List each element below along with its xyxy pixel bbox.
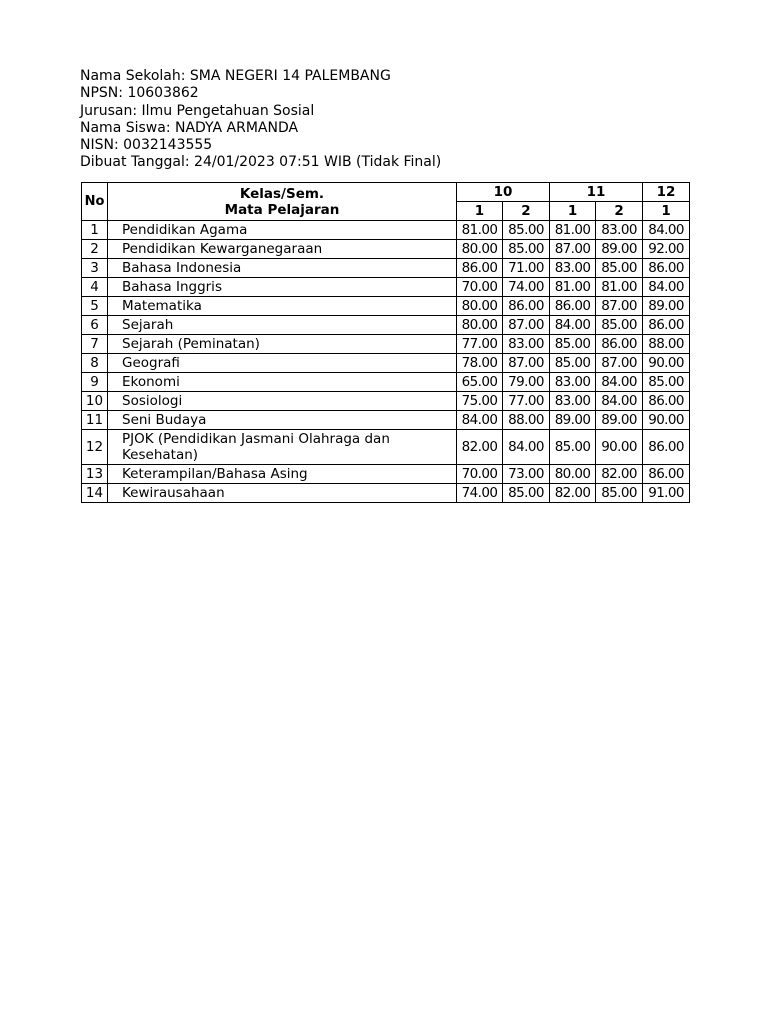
score-cell: 83.00 [503,335,550,354]
score-cell: 73.00 [503,465,550,484]
subject-name: Pendidikan Kewarganegaraan [108,240,457,259]
score-cell: 77.00 [457,335,503,354]
score-cell: 83.00 [550,392,596,411]
subject-name: Sejarah [108,316,457,335]
score-cell: 85.00 [503,240,550,259]
score-cell: 80.00 [550,465,596,484]
grades-body [82,221,690,503]
score-cell: 89.00 [643,297,690,316]
score-cell: 85.00 [503,484,550,503]
score-cell: 82.00 [550,484,596,503]
score-cell: 65.00 [457,373,503,392]
table-row [82,484,690,503]
row-number: 3 [82,259,108,278]
score-cell: 85.00 [596,316,643,335]
table-row [82,316,690,335]
score-cell: 80.00 [457,240,503,259]
score-cell: 86.00 [643,259,690,278]
class-12-header: 12 [643,183,690,202]
table-row [82,297,690,316]
semester-header: 2 [503,202,550,221]
score-cell: 75.00 [457,392,503,411]
score-cell: 79.00 [503,373,550,392]
header-row-classes [82,183,690,202]
score-cell: 84.00 [457,411,503,430]
score-cell: 78.00 [457,354,503,373]
score-cell: 82.00 [457,430,503,465]
subject-name: Matematika [108,297,457,316]
table-row [82,373,690,392]
subject-name: Kewirausahaan [108,484,457,503]
score-cell: 86.00 [503,297,550,316]
score-cell: 88.00 [503,411,550,430]
nisn: NISN: 0032143555 [80,137,213,154]
row-number: 12 [82,430,108,465]
table-row [82,240,690,259]
subject-header-line1: Kelas/Sem. [239,185,325,202]
score-cell: 85.00 [550,354,596,373]
score-cell: 85.00 [643,373,690,392]
score-cell: 92.00 [643,240,690,259]
score-cell: 81.00 [550,221,596,240]
score-cell: 87.00 [503,354,550,373]
table-row [82,392,690,411]
score-cell: 86.00 [643,392,690,411]
class-11-header: 11 [550,183,643,202]
subject-name: Sejarah (Peminatan) [108,335,457,354]
subject-header-line2: Mata Pelajaran [224,201,340,218]
score-cell: 74.00 [457,484,503,503]
score-cell: 83.00 [596,221,643,240]
score-cell: 70.00 [457,278,503,297]
school-name: Nama Sekolah: SMA NEGERI 14 PALEMBANG [80,68,391,84]
row-number: 1 [82,221,108,240]
score-cell: 74.00 [503,278,550,297]
row-number: 5 [82,297,108,316]
created-date: Dibuat Tanggal: 24/01/2023 07:51 WIB (Tidak Final) [80,154,442,171]
score-cell: 86.00 [643,430,690,465]
subject-name: Ekonomi [108,373,457,392]
score-cell: 90.00 [643,411,690,430]
score-cell: 80.00 [457,297,503,316]
score-cell: 77.00 [503,392,550,411]
subject-name: PJOK (Pendidikan Jasmani Olahraga dan Kesehatan) [108,430,457,465]
score-cell: 81.00 [457,221,503,240]
row-number: 9 [82,373,108,392]
score-cell: 84.00 [596,392,643,411]
score-cell: 90.00 [643,354,690,373]
table-row [82,465,690,484]
table-row [82,354,690,373]
subject-name: Keterampilan/Bahasa Asing [108,465,457,484]
row-number: 7 [82,335,108,354]
score-cell: 89.00 [550,411,596,430]
score-cell: 89.00 [596,411,643,430]
class-10-header: 10 [457,183,550,202]
score-cell: 84.00 [643,278,690,297]
score-cell: 85.00 [596,484,643,503]
score-cell: 89.00 [596,240,643,259]
table-row [82,411,690,430]
score-cell: 86.00 [457,259,503,278]
score-cell: 84.00 [643,221,690,240]
score-cell: 80.00 [457,316,503,335]
score-cell: 87.00 [596,297,643,316]
table-row [82,221,690,240]
subject-name: Pendidikan Agama [108,221,457,240]
subject-name: Geografi [108,354,457,373]
score-cell: 87.00 [596,354,643,373]
student-name: Nama Siswa: NADYA ARMANDA [80,119,299,136]
npsn: NPSN: 10603862 [80,85,199,102]
semester-header: 1 [643,202,690,221]
subject-header [108,183,457,221]
subject-name: Bahasa Indonesia [108,259,457,278]
row-number: 4 [82,278,108,297]
score-cell: 70.00 [457,465,503,484]
score-cell: 86.00 [550,297,596,316]
grades-table [81,182,690,503]
major: Jurusan: Ilmu Pengetahuan Sosial [80,102,315,119]
subject-name: Seni Budaya [108,411,457,430]
score-cell: 84.00 [550,316,596,335]
score-cell: 85.00 [550,335,596,354]
score-cell: 85.00 [503,221,550,240]
table-row [82,430,690,465]
row-number: 2 [82,240,108,259]
semester-header: 1 [457,202,503,221]
score-cell: 83.00 [550,373,596,392]
subject-name: Sosiologi [108,392,457,411]
score-cell: 85.00 [550,430,596,465]
score-cell: 83.00 [550,259,596,278]
semester-header: 1 [550,202,596,221]
score-cell: 90.00 [596,430,643,465]
row-number: 8 [82,354,108,373]
row-number: 10 [82,392,108,411]
row-number: 11 [82,411,108,430]
no-header: No [82,183,108,221]
score-cell: 87.00 [550,240,596,259]
student-info [80,68,441,172]
score-cell: 85.00 [596,259,643,278]
score-cell: 86.00 [596,335,643,354]
score-cell: 88.00 [643,335,690,354]
table-row [82,278,690,297]
score-cell: 86.00 [643,316,690,335]
score-cell: 91.00 [643,484,690,503]
score-cell: 82.00 [596,465,643,484]
score-cell: 86.00 [643,465,690,484]
score-cell: 84.00 [596,373,643,392]
score-cell: 71.00 [503,259,550,278]
row-number: 13 [82,465,108,484]
score-cell: 84.00 [503,430,550,465]
row-number: 14 [82,484,108,503]
subject-name: Bahasa Inggris [108,278,457,297]
semester-header: 2 [596,202,643,221]
score-cell: 81.00 [596,278,643,297]
table-row [82,335,690,354]
score-cell: 87.00 [503,316,550,335]
score-cell: 81.00 [550,278,596,297]
table-row [82,259,690,278]
row-number: 6 [82,316,108,335]
